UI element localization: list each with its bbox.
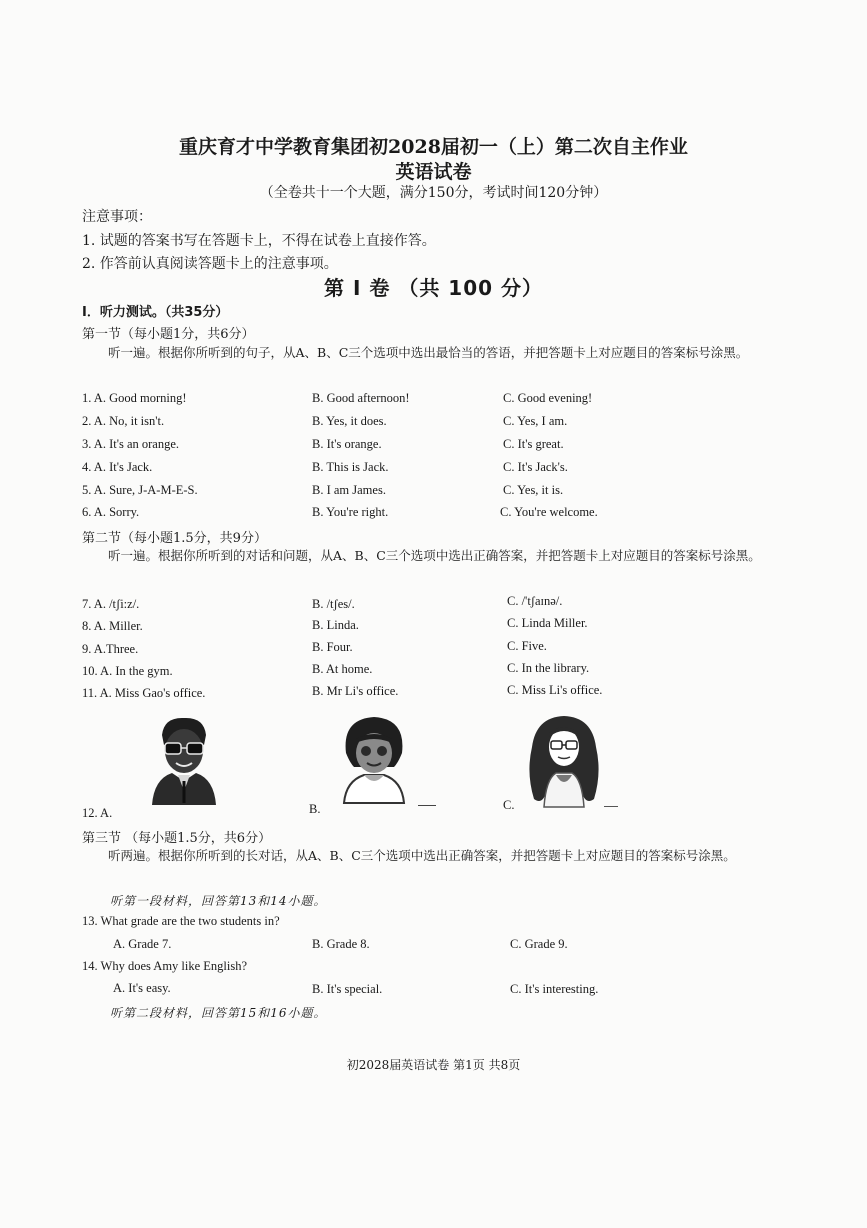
answer-line	[418, 805, 436, 806]
notice-item: 2. 作答前认真阅读答题卡上的注意事项。	[82, 256, 338, 272]
option-c: C. Yes, I am.	[503, 414, 568, 428]
option-b: B. It's orange.	[312, 437, 382, 451]
option-b: B. This is Jack.	[312, 460, 389, 474]
listening-hint: 听第一段材料，回答第13和14小题。	[110, 894, 327, 908]
exam-title: 重庆育才中学教育集团初2028届初一（上）第二次自主作业	[179, 136, 688, 158]
question-stem: 14. Why does Amy like English?	[82, 959, 248, 973]
option-c: C. It's Jack's.	[503, 460, 568, 474]
option-a: 6. A. Sorry.	[82, 505, 140, 519]
page-footer: 初2028届英语试卷 第1页 共8页	[346, 1058, 521, 1072]
option-b: B. Linda.	[312, 618, 359, 632]
part-title: I．听力测试。（共35分）	[82, 305, 229, 320]
option-c: C. /'tʃaɪnə/.	[507, 594, 563, 608]
exam-subject-title: 英语试卷	[395, 161, 472, 183]
option-b: B. Grade 8.	[312, 937, 370, 951]
notice-item: 1. 试题的答案书写在答题卡上，不得在试卷上直接作答。	[82, 233, 436, 249]
option-c: C. You're welcome.	[500, 505, 598, 519]
option-a: 1. A. Good morning!	[82, 391, 187, 405]
option-c: C.	[503, 798, 515, 812]
option-c: C. Yes, it is.	[503, 483, 564, 497]
option-b: B. Four.	[312, 640, 353, 654]
boy-with-glasses-picture	[148, 715, 220, 807]
volume-title: 第 I 卷 （共 100 分）	[323, 276, 543, 300]
section-instruction: 听一遍。根据你所听到的对话和问题，从A、B、C三个选项中选出正确答案，并把答题卡上对应题目的答案标号涂黑。	[108, 548, 761, 563]
option-c: C. It's great.	[503, 437, 564, 451]
option-a: A. It's easy.	[113, 981, 171, 995]
section-title: 第三节 （每小题1.5分，共6分）	[82, 831, 272, 846]
option-a: 11. A. Miss Gao's office.	[82, 686, 206, 700]
option-c: C. Grade 9.	[510, 937, 568, 951]
option-c: C. Good evening!	[503, 391, 593, 405]
option-b: B. At home.	[312, 662, 373, 676]
section-title: 第二节（每小题1.5分，共9分）	[82, 531, 267, 546]
section-title: 第一节（每小题1分，共6分）	[82, 327, 255, 342]
section-instruction: 听两遍。根据你所听到的长对话，从A、B、C三个选项中选出正确答案，并把答题卡上对应题目的答案标号涂黑。	[108, 848, 736, 863]
option-a: A. Grade 7.	[113, 937, 172, 951]
girl-long-hair-glasses-picture	[524, 713, 604, 809]
option-c: C. It's interesting.	[510, 982, 599, 996]
option-a: 12. A.	[82, 806, 113, 820]
exam-subtitle: （全卷共十一个大题，满分150分，考试时间120分钟）	[259, 185, 608, 201]
option-b: B. Mr Li's office.	[312, 684, 399, 698]
option-b: B.	[309, 802, 321, 816]
option-b: B. Good afternoon!	[312, 391, 410, 405]
option-a: 8. A. Miller.	[82, 619, 143, 633]
option-c: C. Linda Miller.	[507, 616, 588, 630]
option-b: B. Yes, it does.	[312, 414, 387, 428]
option-a: 10. A. In the gym.	[82, 664, 173, 678]
answer-line	[604, 806, 618, 807]
option-b: B. It's special.	[312, 982, 383, 996]
question-stem: 13. What grade are the two students in?	[82, 914, 280, 928]
girl-short-hair-picture	[338, 713, 410, 805]
option-b: B. I am James.	[312, 483, 386, 497]
option-a: 5. A. Sure, J-A-M-E-S.	[82, 483, 198, 497]
option-c: C. Miss Li's office.	[507, 683, 603, 697]
option-a: 9. A.Three.	[82, 642, 139, 656]
option-b: B. /tʃes/.	[312, 597, 355, 611]
listening-hint: 听第二段材料，回答第15和16小题。	[110, 1006, 327, 1020]
option-a: 7. A. /tʃi:z/.	[82, 597, 140, 611]
option-a: 3. A. It's an orange.	[82, 437, 180, 451]
section-instruction: 听一遍。根据你所听到的句子，从A、B、C三个选项中选出最恰当的答语，并把答题卡上对应题目的答案标号涂黑。	[108, 345, 749, 360]
option-a: 4. A. It's Jack.	[82, 460, 153, 474]
option-c: C. In the library.	[507, 661, 590, 675]
option-b: B. You're right.	[312, 505, 389, 519]
notice-label: 注意事项：	[82, 209, 152, 225]
option-a: 2. A. No, it isn't.	[82, 414, 165, 428]
option-c: C. Five.	[507, 639, 547, 653]
